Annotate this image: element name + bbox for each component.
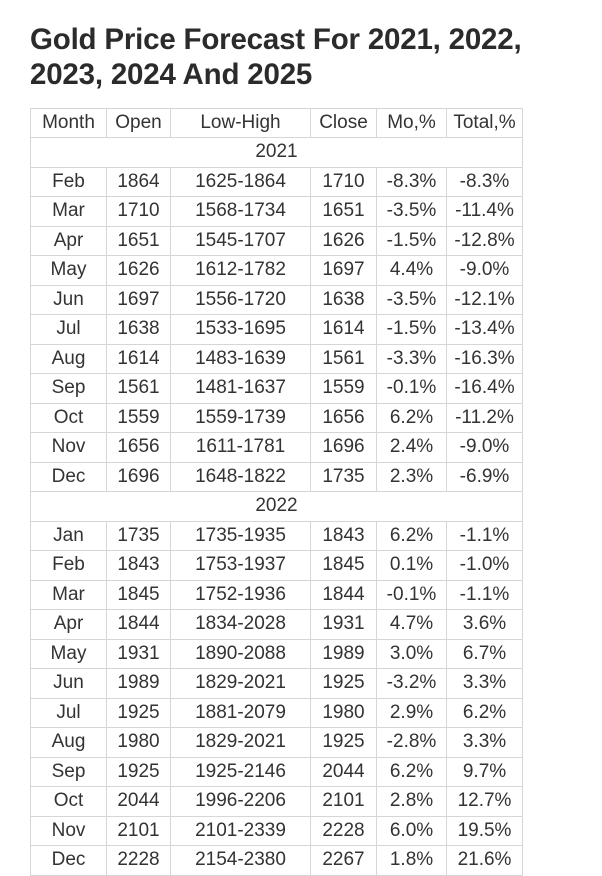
cell-mo-pct: 6.2% (377, 757, 447, 787)
forecast-table (30, 108, 523, 876)
header-row (31, 109, 523, 138)
cell-mo-pct: 4.4% (377, 256, 447, 286)
cell-open: 1735 (107, 521, 171, 551)
cell-low-high: 1752-1936 (171, 580, 311, 610)
cell-total-pct: -13.4% (447, 315, 523, 345)
cell-close: 1656 (311, 403, 377, 433)
cell-close: 1844 (311, 580, 377, 610)
cell-total-pct: -6.9% (447, 462, 523, 492)
cell-open: 1710 (107, 197, 171, 227)
table-row (31, 197, 523, 227)
cell-mo-pct: 6.0% (377, 816, 447, 846)
cell-total-pct: 21.6% (447, 846, 523, 876)
cell-low-high: 1925-2146 (171, 757, 311, 787)
table-row (31, 698, 523, 728)
table-row (31, 846, 523, 876)
cell-month: Jun (31, 669, 107, 699)
table-row (31, 256, 523, 286)
cell-month: Mar (31, 580, 107, 610)
cell-close: 1980 (311, 698, 377, 728)
table-row (31, 728, 523, 758)
table-row (31, 521, 523, 551)
cell-low-high: 1648-1822 (171, 462, 311, 492)
cell-total-pct: -11.4% (447, 197, 523, 227)
cell-month: Dec (31, 846, 107, 876)
table-row (31, 167, 523, 197)
cell-low-high: 1735-1935 (171, 521, 311, 551)
page-title: Gold Price Forecast For 2021, 2022, 2023, 2024 And 2025 (30, 23, 522, 91)
header-low-high: Low-High (171, 109, 311, 138)
cell-total-pct: -16.3% (447, 344, 523, 374)
year-row (31, 492, 523, 522)
table-row (31, 580, 523, 610)
year-label: 2021 (31, 138, 523, 168)
cell-low-high: 1481-1637 (171, 374, 311, 404)
cell-total-pct: 3.3% (447, 728, 523, 758)
cell-mo-pct: 4.7% (377, 610, 447, 640)
cell-mo-pct: 2.9% (377, 698, 447, 728)
cell-close: 1638 (311, 285, 377, 315)
cell-close: 2101 (311, 787, 377, 817)
cell-close: 1931 (311, 610, 377, 640)
cell-low-high: 1829-2021 (171, 669, 311, 699)
cell-open: 1864 (107, 167, 171, 197)
cell-mo-pct: -3.5% (377, 197, 447, 227)
cell-close: 1696 (311, 433, 377, 463)
cell-month: Feb (31, 167, 107, 197)
cell-low-high: 1483-1639 (171, 344, 311, 374)
cell-total-pct: 6.2% (447, 698, 523, 728)
table-body (31, 138, 523, 876)
cell-mo-pct: 0.1% (377, 551, 447, 581)
cell-month: Oct (31, 403, 107, 433)
cell-close: 1626 (311, 226, 377, 256)
cell-month: May (31, 639, 107, 669)
cell-low-high: 1568-1734 (171, 197, 311, 227)
cell-month: Jan (31, 521, 107, 551)
cell-open: 1651 (107, 226, 171, 256)
table-row (31, 285, 523, 315)
cell-mo-pct: -0.1% (377, 580, 447, 610)
cell-open: 1614 (107, 344, 171, 374)
table-row (31, 462, 523, 492)
cell-open: 1626 (107, 256, 171, 286)
cell-open: 1561 (107, 374, 171, 404)
cell-low-high: 1829-2021 (171, 728, 311, 758)
cell-close: 2267 (311, 846, 377, 876)
cell-total-pct: 3.6% (447, 610, 523, 640)
cell-month: Oct (31, 787, 107, 817)
cell-month: Feb (31, 551, 107, 581)
cell-total-pct: 19.5% (447, 816, 523, 846)
cell-total-pct: -16.4% (447, 374, 523, 404)
cell-mo-pct: -1.5% (377, 226, 447, 256)
cell-close: 1843 (311, 521, 377, 551)
cell-month: Jul (31, 698, 107, 728)
cell-low-high: 1533-1695 (171, 315, 311, 345)
cell-mo-pct: 3.0% (377, 639, 447, 669)
cell-low-high: 1881-2079 (171, 698, 311, 728)
cell-low-high: 1753-1937 (171, 551, 311, 581)
table-row (31, 433, 523, 463)
cell-month: Sep (31, 757, 107, 787)
cell-mo-pct: 6.2% (377, 403, 447, 433)
cell-close: 2228 (311, 816, 377, 846)
cell-open: 2101 (107, 816, 171, 846)
cell-open: 1925 (107, 757, 171, 787)
cell-close: 1925 (311, 728, 377, 758)
cell-open: 1925 (107, 698, 171, 728)
table-row (31, 610, 523, 640)
header-close: Close (311, 109, 377, 138)
cell-total-pct: -9.0% (447, 433, 523, 463)
cell-total-pct: -1.0% (447, 551, 523, 581)
header-mo-pct: Mo,% (377, 109, 447, 138)
cell-low-high: 1556-1720 (171, 285, 311, 315)
table-row (31, 403, 523, 433)
cell-mo-pct: 2.4% (377, 433, 447, 463)
cell-open: 1980 (107, 728, 171, 758)
cell-open: 1989 (107, 669, 171, 699)
cell-open: 1697 (107, 285, 171, 315)
header-month: Month (31, 109, 107, 138)
cell-total-pct: -9.0% (447, 256, 523, 286)
cell-open: 1656 (107, 433, 171, 463)
cell-total-pct: -1.1% (447, 580, 523, 610)
cell-low-high: 1834-2028 (171, 610, 311, 640)
header-total-pct: Total,% (447, 109, 523, 138)
cell-mo-pct: -2.8% (377, 728, 447, 758)
cell-month: Apr (31, 226, 107, 256)
cell-mo-pct: -3.2% (377, 669, 447, 699)
cell-low-high: 2101-2339 (171, 816, 311, 846)
cell-month: May (31, 256, 107, 286)
year-row (31, 138, 523, 168)
cell-low-high: 1611-1781 (171, 433, 311, 463)
cell-mo-pct: 2.3% (377, 462, 447, 492)
cell-close: 1845 (311, 551, 377, 581)
cell-close: 2044 (311, 757, 377, 787)
cell-month: Dec (31, 462, 107, 492)
table-row (31, 816, 523, 846)
cell-low-high: 1559-1739 (171, 403, 311, 433)
cell-close: 1925 (311, 669, 377, 699)
cell-total-pct: 3.3% (447, 669, 523, 699)
cell-mo-pct: -0.1% (377, 374, 447, 404)
cell-mo-pct: -8.3% (377, 167, 447, 197)
year-label: 2022 (31, 492, 523, 522)
cell-total-pct: -1.1% (447, 521, 523, 551)
cell-total-pct: 12.7% (447, 787, 523, 817)
table-row (31, 374, 523, 404)
cell-low-high: 1545-1707 (171, 226, 311, 256)
cell-close: 1651 (311, 197, 377, 227)
cell-open: 1931 (107, 639, 171, 669)
cell-low-high: 1890-2088 (171, 639, 311, 669)
cell-open: 1845 (107, 580, 171, 610)
cell-open: 1638 (107, 315, 171, 345)
cell-month: Jul (31, 315, 107, 345)
table-row (31, 787, 523, 817)
cell-close: 1561 (311, 344, 377, 374)
cell-close: 1614 (311, 315, 377, 345)
cell-low-high: 1996-2206 (171, 787, 311, 817)
cell-open: 1559 (107, 403, 171, 433)
cell-month: Jun (31, 285, 107, 315)
cell-open: 1843 (107, 551, 171, 581)
cell-month: Mar (31, 197, 107, 227)
table-row (31, 315, 523, 345)
cell-month: Nov (31, 433, 107, 463)
cell-total-pct: 9.7% (447, 757, 523, 787)
cell-mo-pct: -3.5% (377, 285, 447, 315)
cell-mo-pct: -1.5% (377, 315, 447, 345)
cell-total-pct: 6.7% (447, 639, 523, 669)
cell-mo-pct: 1.8% (377, 846, 447, 876)
table-row (31, 669, 523, 699)
cell-month: Apr (31, 610, 107, 640)
cell-mo-pct: 2.8% (377, 787, 447, 817)
table-row (31, 344, 523, 374)
cell-mo-pct: 6.2% (377, 521, 447, 551)
cell-open: 2044 (107, 787, 171, 817)
cell-low-high: 1612-1782 (171, 256, 311, 286)
cell-total-pct: -11.2% (447, 403, 523, 433)
cell-total-pct: -12.1% (447, 285, 523, 315)
cell-close: 1710 (311, 167, 377, 197)
cell-low-high: 2154-2380 (171, 846, 311, 876)
header-open: Open (107, 109, 171, 138)
cell-month: Sep (31, 374, 107, 404)
cell-month: Aug (31, 344, 107, 374)
cell-month: Aug (31, 728, 107, 758)
cell-close: 1697 (311, 256, 377, 286)
table-row (31, 639, 523, 669)
table-row (31, 757, 523, 787)
cell-close: 1989 (311, 639, 377, 669)
cell-month: Nov (31, 816, 107, 846)
cell-close: 1735 (311, 462, 377, 492)
cell-total-pct: -12.8% (447, 226, 523, 256)
cell-mo-pct: -3.3% (377, 344, 447, 374)
cell-open: 2228 (107, 846, 171, 876)
cell-open: 1844 (107, 610, 171, 640)
table-row (31, 226, 523, 256)
cell-close: 1559 (311, 374, 377, 404)
cell-low-high: 1625-1864 (171, 167, 311, 197)
cell-total-pct: -8.3% (447, 167, 523, 197)
cell-open: 1696 (107, 462, 171, 492)
table-row (31, 551, 523, 581)
